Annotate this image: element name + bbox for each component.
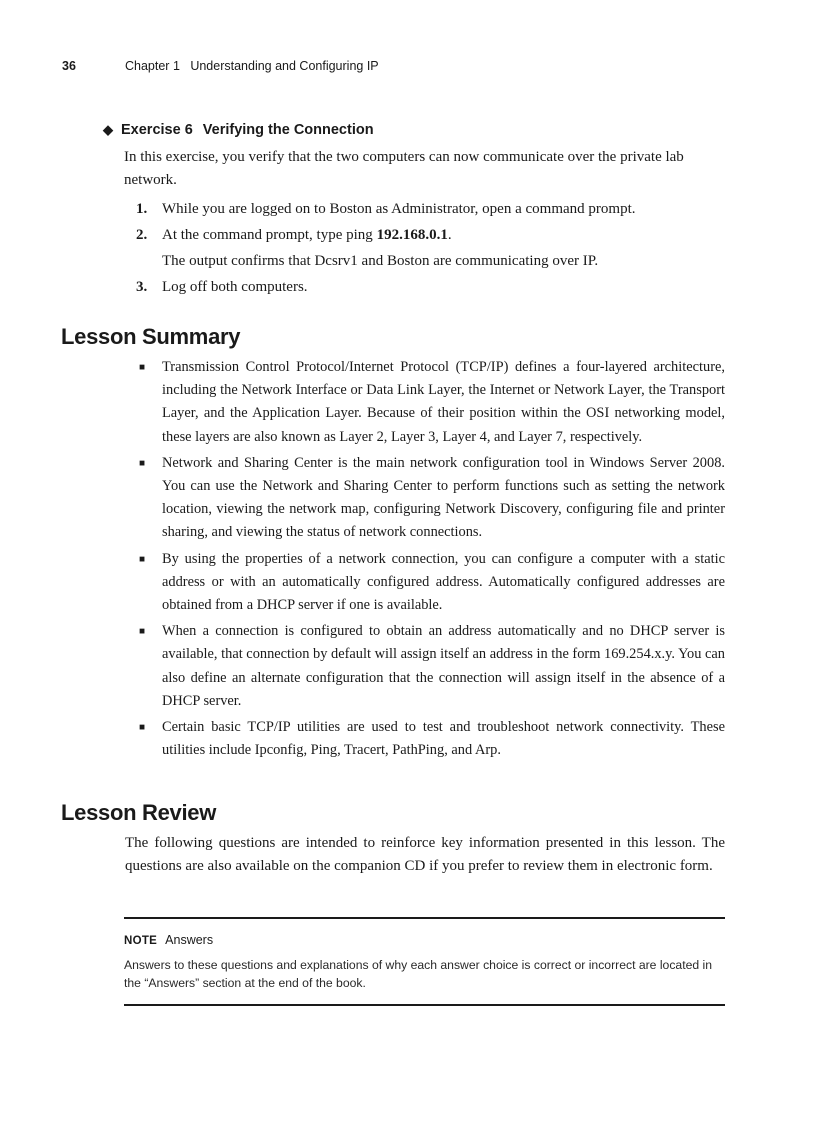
page-number: 36 xyxy=(62,59,76,73)
summary-item xyxy=(139,356,725,449)
step-note: The output confirms that Dcsrv1 and Boston are communicating over IP. xyxy=(162,253,599,269)
square-bullet-icon: ■ xyxy=(139,626,146,638)
lesson-review-body: The following questions are intended to reinforce key information presented in this lesson. The questions are also available on the companion CD if you prefer to review them in electronic form. xyxy=(125,835,725,874)
note-label: NOTE xyxy=(124,935,158,947)
chapter-title: Chapter 1 Understanding and Configuring IP xyxy=(125,59,379,73)
exercise-heading xyxy=(103,120,723,140)
exercise-steps-continued xyxy=(136,274,723,300)
step-number: 1. xyxy=(136,201,148,217)
summary-text: Transmission Control Protocol/Internet Protocol (TCP/IP) defines a four-layered architecture, including the Network Interface or Data Link Layer, the Internet or Network Layer, the Transport Layer, and the Application Layer. Because of their position within the OSI networking model, these layers are also known as Layer 2, Layer 3, Layer 4, and Layer 7, respectively. xyxy=(162,359,725,445)
exercise-steps xyxy=(136,196,723,248)
note-box xyxy=(124,917,725,1006)
square-bullet-icon: ■ xyxy=(139,457,146,469)
step-item xyxy=(136,196,723,222)
step-number: 2. xyxy=(136,227,148,243)
summary-item xyxy=(139,452,725,545)
step-text xyxy=(162,222,452,248)
command-ip-address: 192.168.0.1 xyxy=(376,227,448,243)
square-bullet-icon: ■ xyxy=(139,362,146,373)
lesson-summary-list xyxy=(139,356,725,765)
step-text-before: At the command prompt, type ping xyxy=(162,227,377,243)
diamond-bullet-icon: ◆ xyxy=(103,122,113,137)
summary-item xyxy=(139,548,725,618)
step-text: While you are logged on to Boston as Administrator, open a command prompt. xyxy=(162,201,636,217)
running-header xyxy=(62,58,722,74)
exercise-section xyxy=(103,120,723,300)
step-item xyxy=(136,222,723,248)
square-bullet-icon: ■ xyxy=(139,553,146,565)
summary-item xyxy=(139,716,725,762)
step-text-after: . xyxy=(447,227,452,243)
summary-text: Network and Sharing Center is the main network configuration tool in Windows Server 2008. You can use the Network and Sharing Center to perform functions such as setting the network location, viewing the network map, configuring Network Discovery, configuring file and printer sharing, and viewing the status of network connections. xyxy=(162,454,725,541)
summary-text: By using the properties of a network connection, you can configure a computer with a static address or with an automatically configured address. Automatically configured addresses are obtained from a DHCP server if one is available. xyxy=(162,550,725,614)
note-text: Answers to these questions and explanations of why each answer choice is correct or incorrect are located in the “Answers” section at the end of the book. xyxy=(124,958,713,990)
summary-item xyxy=(139,620,725,713)
step-text: Log off both computers. xyxy=(162,279,308,295)
note-heading xyxy=(124,932,725,949)
lesson-summary-heading: Lesson Summary xyxy=(61,324,241,349)
exercise-intro: In this exercise, you verify that the two computers can now communicate over the private lab network. xyxy=(124,149,684,188)
exercise-label: Exercise 6 xyxy=(121,122,193,138)
step-item xyxy=(136,274,723,300)
summary-text: Certain basic TCP/IP utilities are used to test and troubleshoot network connectivity. These utilities include Ipconfig, Ping, Tracert, PathPing, and Arp. xyxy=(162,719,725,759)
exercise-title: Verifying the Connection xyxy=(202,122,374,138)
square-bullet-icon: ■ xyxy=(139,722,146,734)
step-number: 3. xyxy=(136,279,148,295)
lesson-review-heading: Lesson Review xyxy=(61,800,217,825)
summary-text: When a connection is configured to obtain an address automatically and no DHCP server is available, that connection by default will assign itself an address in the form 169.254.x.y. You can also define an alternate configuration that the connection will assign itself in the absence of a DHCP server. xyxy=(162,623,725,709)
note-title: Answers xyxy=(165,933,214,947)
